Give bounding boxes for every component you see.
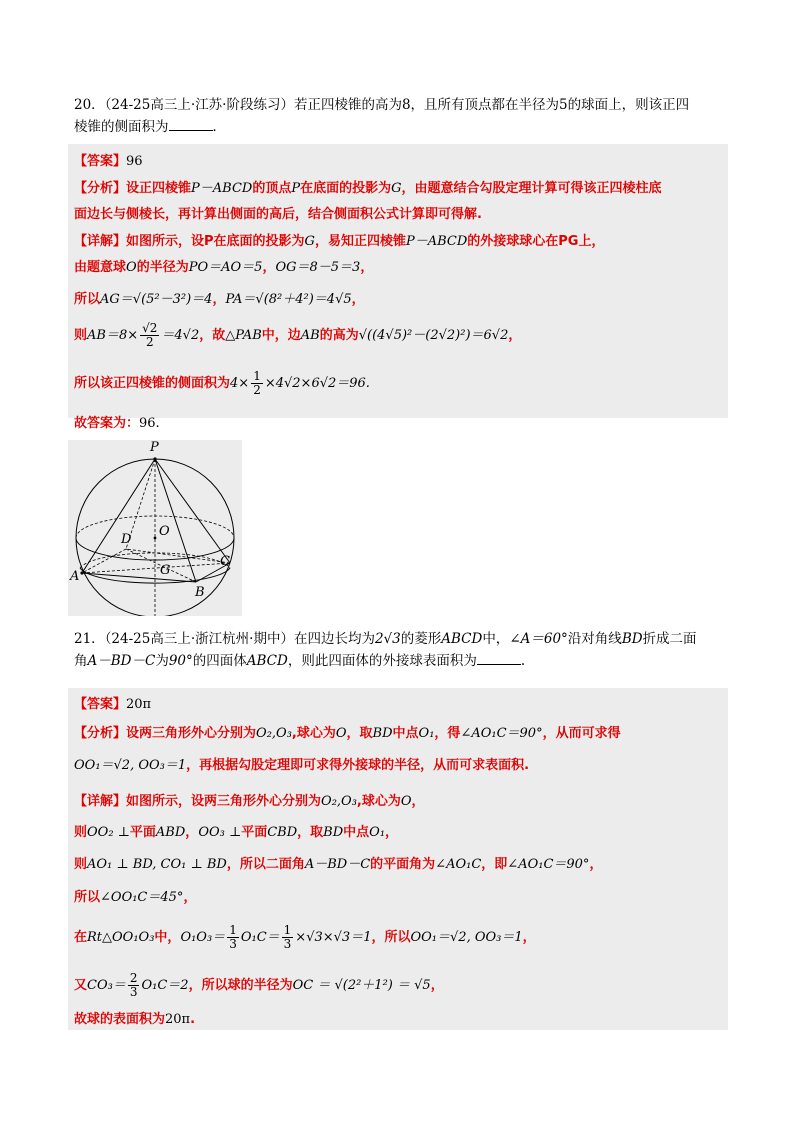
math-expr: P－ABCD	[405, 234, 468, 249]
detail-line-21-2	[74, 821, 398, 840]
answer-tag: 【答案】	[74, 697, 127, 712]
math-expr: 4×	[230, 376, 250, 391]
sphere-pyramid-figure	[68, 440, 242, 616]
label-a: A	[70, 569, 80, 584]
math-expr: O	[400, 794, 412, 809]
detail-text: ,球心为	[356, 794, 401, 809]
detail-text: ，	[351, 292, 365, 307]
math-expr: O₂,O₃	[256, 726, 292, 741]
math-expr: AG＝√(5²－3²)＝4	[100, 292, 213, 307]
math-expr: ×4√2×6√2＝96.	[264, 376, 370, 391]
detail-text: 中，	[154, 930, 181, 945]
analysis-text: ,球心为	[291, 726, 336, 741]
math-expr: √((4√5)²－(2√2)²)＝6√2	[358, 328, 509, 343]
question-text: 在四边长均为	[293, 631, 375, 647]
math-expr: BD	[621, 631, 643, 647]
label-c: C	[220, 554, 230, 569]
detail-text: ，	[589, 857, 603, 872]
detail-line-21-4	[74, 886, 196, 905]
point-a	[80, 571, 83, 574]
detail-line-20-3	[74, 288, 365, 307]
question-text: 中，	[482, 631, 510, 647]
fraction-numerator: 2	[129, 971, 138, 985]
detail-text: ，即	[481, 857, 508, 872]
fraction	[128, 972, 140, 999]
detail-tag: 【详解】	[74, 234, 127, 249]
math-expr: OO₃ ⊥	[198, 825, 242, 840]
math-expr: OO₁＝√2, OO₃＝1	[410, 930, 523, 945]
math-expr: Rt△OO₁O₃	[87, 930, 155, 945]
math-expr: O₁	[369, 825, 386, 840]
label-g: G	[160, 563, 171, 578]
math-expr: ∠OO₁C＝45°	[100, 890, 184, 905]
question-text: 棱锥的侧面积为	[74, 119, 169, 135]
detail-text: ，	[385, 825, 399, 840]
math-expr: A－BD－C	[304, 857, 371, 872]
fraction-denominator: 3	[229, 937, 237, 951]
math-expr: P	[291, 181, 301, 196]
detail-text: ，所以二面角	[226, 857, 305, 872]
math-expr: ABCD	[441, 631, 483, 647]
math-expr: AB＝8×	[87, 328, 139, 343]
math-expr: G	[391, 181, 402, 196]
detail-text: ，故	[199, 328, 226, 343]
question-20-stem	[74, 94, 734, 138]
detail-text: 所以	[74, 890, 101, 905]
analysis-text: 设正四棱锥	[126, 181, 192, 196]
analysis-text: 中点	[392, 726, 419, 741]
detail-text: ，	[185, 825, 199, 840]
answer-line-20	[74, 150, 143, 169]
label-o: O	[159, 524, 170, 539]
math-expr: OO₁＝√2, OO₃＝1	[74, 758, 187, 773]
question-text: 为	[155, 653, 169, 669]
detail-text: 故球的表面积为	[74, 1012, 166, 1027]
math-expr: 2√3	[374, 631, 401, 647]
math-expr: CO₃＝	[87, 978, 126, 993]
math-expr: ∠AO₁C	[435, 857, 482, 872]
detail-text: 所以该正四棱锥的侧面积为	[74, 376, 231, 391]
detail-text: ，	[411, 794, 425, 809]
analysis-line-20b	[74, 203, 482, 222]
question-text: ．	[212, 119, 226, 135]
detail-text: 故答案为：	[74, 416, 140, 431]
math-expr: O₁C＝2	[141, 978, 189, 993]
question-text: ，则此四面体的外接球表面积为	[287, 653, 477, 669]
detail-text: ，	[360, 260, 374, 275]
math-expr: O₁C＝	[240, 930, 280, 945]
detail-text: ，易知正四棱锥	[314, 234, 406, 249]
answer-value: 96	[126, 154, 143, 169]
question-text: 若正四棱锥的高为8，且所有顶点都在半径为5的球面上，则该正四	[293, 97, 690, 113]
detail-line-20-1	[74, 230, 604, 249]
math-expr: G	[304, 234, 315, 249]
fraction-numerator: 1	[229, 923, 237, 937]
analysis-text: 在底面的投影为	[300, 181, 392, 196]
point-p	[153, 457, 156, 460]
math-expr: O₁	[418, 726, 435, 741]
math-expr: ＝4√2	[161, 328, 200, 343]
detail-line-20-6	[74, 412, 160, 431]
question-text: .	[520, 653, 526, 669]
answer-value: 96.	[139, 416, 160, 431]
math-expr: ∠AO₁C＝90°	[507, 857, 590, 872]
analysis-tag: 【分析】	[74, 726, 127, 741]
detail-text: 如图所示，设两三角形外心分别为	[126, 794, 322, 809]
question-text: 折成二面	[642, 631, 697, 647]
analysis-line-21a	[74, 722, 621, 741]
analysis-text: ，再根据勾股定理即可求得外接球的半径，从而可求表面积.	[186, 758, 530, 773]
math-expr: AB	[300, 328, 320, 343]
fraction-denominator: 3	[129, 985, 138, 999]
analysis-text: ，得	[434, 726, 461, 741]
analysis-text: 设两三角形外心分别为	[126, 726, 257, 741]
fraction-denominator: 2	[253, 383, 261, 397]
detail-text: 平面	[129, 825, 156, 840]
math-expr: O	[335, 726, 347, 741]
analysis-text: 的顶点	[252, 181, 292, 196]
analysis-text: ，取	[346, 726, 373, 741]
analysis-text: ，从而可求得	[542, 726, 621, 741]
math-expr: PA＝√(8²＋4²)＝4√5	[225, 292, 352, 307]
detail-text: ，	[212, 292, 226, 307]
math-expr: OC ＝ √(2²＋1²) ＝ √5	[292, 978, 431, 993]
math-expr: A－BD－C	[87, 653, 156, 669]
answer-value: 20π	[126, 697, 152, 712]
fraction-denominator: 2	[145, 335, 154, 349]
answer-tag: 【答案】	[74, 154, 127, 169]
detail-line-21-7	[74, 1008, 195, 1027]
detail-text: 则	[74, 328, 88, 343]
question-number: 20．	[74, 97, 105, 113]
question-text: 的菱形	[400, 631, 442, 647]
detail-line-20-2	[74, 256, 373, 275]
detail-text: 由题意球	[74, 260, 127, 275]
fraction	[282, 924, 294, 951]
detail-text: ，	[508, 328, 522, 343]
math-expr: AO₁ ⊥ BD, CO₁ ⊥ BD	[87, 857, 227, 872]
detail-text: ，所以	[371, 930, 411, 945]
analysis-text: 面边长与侧棱长，再计算出侧面的高后，结合侧面积公式计算即可得解.	[74, 207, 482, 222]
analysis-line-20a	[74, 177, 662, 196]
detail-text: ，	[430, 978, 444, 993]
answer-line-21	[74, 693, 151, 712]
detail-text: ，所以球的半径为	[188, 978, 293, 993]
detail-line-21-5	[74, 924, 536, 951]
detail-line-20-5	[74, 370, 370, 397]
answer-blank	[477, 652, 521, 665]
math-expr: OG＝8－5＝3	[275, 260, 361, 275]
math-expr: P－ABCD	[191, 181, 253, 196]
fraction-numerator: 1	[283, 923, 292, 937]
detail-text: 则	[74, 857, 88, 872]
detail-text: ，取	[297, 825, 324, 840]
answer-blank	[169, 118, 213, 131]
question-text: 的四面体	[192, 653, 247, 669]
fraction-numerator: √2	[142, 321, 158, 335]
label-d: D	[121, 532, 132, 547]
math-expr: PO＝AO＝5	[188, 260, 263, 275]
detail-text: ，	[183, 890, 197, 905]
detail-text: 在	[74, 930, 88, 945]
sphere-diagram	[68, 440, 242, 616]
detail-text: 所以	[74, 292, 101, 307]
math-expr: ∠AO₁C＝90°	[460, 726, 543, 741]
detail-tag: 【详解】	[74, 794, 127, 809]
label-p: P	[150, 440, 159, 455]
detail-text: 中，边	[261, 328, 301, 343]
detail-text: ，	[262, 260, 276, 275]
question-number: 21．	[74, 631, 105, 647]
math-expr: BD	[372, 726, 393, 741]
detail-text: 又	[74, 978, 88, 993]
analysis-tag: 【分析】	[74, 181, 127, 196]
analysis-line-21b	[74, 754, 529, 773]
math-expr: O	[126, 260, 137, 275]
math-expr: BD	[323, 825, 344, 840]
math-expr: 90°	[168, 653, 193, 669]
question-source: （24-25高三上·浙江杭州·期中）	[104, 631, 294, 647]
math-expr: ABCD	[246, 653, 288, 669]
math-expr: CBD	[267, 825, 298, 840]
question-source: （24-25高三上·江苏·阶段练习）	[104, 97, 294, 113]
fraction	[251, 370, 263, 397]
fraction	[227, 924, 239, 951]
label-b: B	[195, 585, 205, 600]
math-expr: ×√3×√3＝1	[295, 930, 372, 945]
math-expr: O₁O₃＝	[180, 930, 226, 945]
math-expr: ABD	[155, 825, 186, 840]
detail-line-21-6	[74, 972, 444, 999]
math-expr: O₂,O₃	[321, 794, 357, 809]
detail-text: 的高为	[319, 328, 359, 343]
question-text: 角	[74, 653, 88, 669]
fraction	[140, 322, 159, 349]
detail-line-21-1	[74, 790, 425, 809]
detail-text: 则	[74, 825, 88, 840]
question-text: 沿对角线	[567, 631, 622, 647]
detail-text: 如图所示，设P在底面的投影为	[126, 234, 305, 249]
detail-text: .	[190, 1012, 196, 1027]
analysis-text: ，由题意结合勾股定理计算可得该正四棱柱底	[401, 181, 662, 196]
fraction-denominator: 3	[283, 937, 292, 951]
detail-line-21-3	[74, 853, 602, 872]
answer-value: 20π	[165, 1012, 191, 1027]
detail-text: ，	[522, 930, 536, 945]
detail-text: 的外接球球心在PG上，	[467, 234, 605, 249]
detail-text: 平面	[241, 825, 268, 840]
fraction-numerator: 1	[253, 369, 261, 383]
point-o	[154, 537, 157, 540]
question-21-stem	[74, 628, 734, 672]
detail-text: 中点	[343, 825, 370, 840]
math-expr: ∠A＝60°	[509, 631, 568, 647]
math-expr: OO₂ ⊥	[87, 825, 130, 840]
detail-text: 的半径为	[136, 260, 189, 275]
detail-text: 的平面角为	[370, 857, 436, 872]
math-expr: △PAB	[225, 328, 262, 343]
detail-line-20-4	[74, 322, 521, 349]
